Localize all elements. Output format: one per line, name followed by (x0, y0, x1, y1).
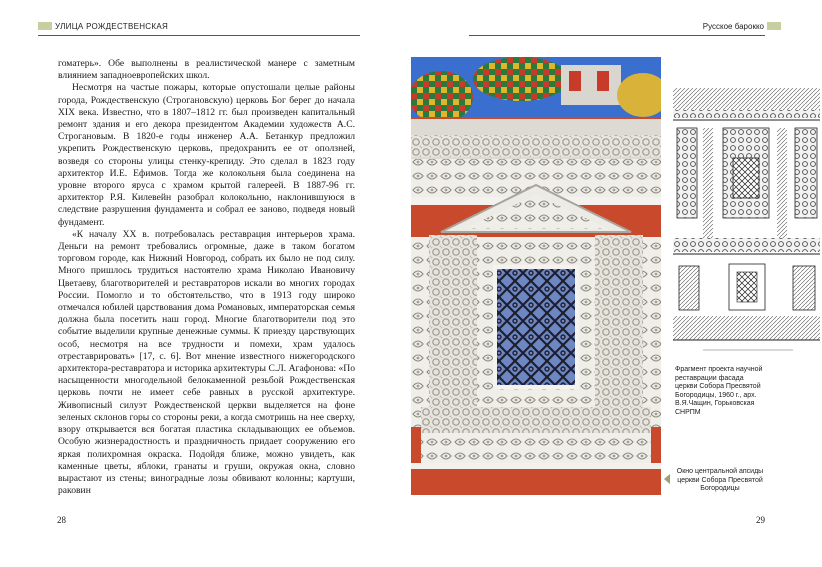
facade-drawing (673, 88, 820, 358)
caption-arrow-icon (664, 474, 670, 484)
running-head-left: УЛИЦА РОЖДЕСТВЕНСКАЯ (55, 22, 169, 31)
paragraph-2: Несмотря на частые пожары, которые опустошали целые районы города, Рождественскую (Строгановскую) церковь Бог берег до начала XIX века. Известно, что в 1807–1812 гг. был произведен капитальный ремонт здания и его декора президентом Академии художеств А.С. Строгановым. В 1820-е годы инженер А.А. Бетанкур предложил укрепить Рождественскую церковь, предохранить ее от оползней, возведя со стороны улицы стенку-крепиду. Это сделал в 1823 году архитектор И.Е. Ефимов. Тогда же колокольня была соединена на уровне второго яруса с храмом крытой галереей. В 1887-96 гг. архитектор Р.Я. Килевейн разобрал колокольню, наклонившуюся в следствие разрушения фундамента и собрал ее заново, подведя новый фундамент. (58, 82, 355, 228)
header-rule-right (469, 35, 765, 36)
header-accent-bar (38, 22, 52, 30)
running-head-right: Русское барокко (702, 22, 764, 31)
drawing-caption: Фрагмент проекта научной реставрации фасада церкви Собора Пресвятой Богородицы, 1960 г., арх. В.Я.Чащин, Горьковская СНРПМ (675, 366, 763, 416)
paragraph-3: «К началу XX в. потребовалась реставрация интерьеров храма. Деньги на ремонт требовались огромные, даже в таком богатом торговом городе, как Нижний Новгород, собрать их было не под силу. Много пришлось трудиться настоятелю храма Николаю Ивановичу Цветаеву, благотворителей и реставраторов искали во многих городах России. Помогло и то обстоятельство, что в 1913 году широко отмечался юбилей царствования дома Романовых, императорская семья должна была посетить наш город. Многие благотворители под это событие выделили крупные денежные суммы. К приезду царствующих особ, несмотря на все трудности и помехи, храм удалось отреставрировать» [17, с. 6]. Вот мнение известного нижегородского архитектора-реставратора и историка архитектуры С.Л. Агафонова: «По насыщенности многодельной белокаменной резьбой Рождественская церковь почти не имеет себе равных в русской архитектуре. Живописный силуэт Рождественской церкви выделяется на фоне зеленых склонов горы со стороны реки, а когда смотришь на нее сверху, взору открывается вся богатая пластика складывающих ее объемов. Особую жизнерадостность и праздничность придает сооружению его яркая полихромная окраска. Подойдя ближе, можно увидеть, как каменные цветы, яблоки, гранаты и груши, окружая окна, словно вырастают из стены; виноградные лозы обвивают колонны; картуши, раковин (58, 228, 355, 497)
page-number-right: 29 (756, 515, 765, 525)
right-page (411, 0, 822, 567)
header-accent-bar-right (767, 22, 781, 30)
header-rule-left (38, 35, 360, 36)
page-number-left: 28 (57, 515, 66, 525)
paragraph-1: гоматерь». Обе выполнены в реалистической манере с заметным влиянием западноевропейских школ. (58, 58, 355, 82)
church-window-photo (411, 57, 661, 495)
photo-caption: Окно центральной апсиды церкви Собора Пресвятой Богородицы (676, 468, 764, 493)
body-text (58, 58, 355, 497)
